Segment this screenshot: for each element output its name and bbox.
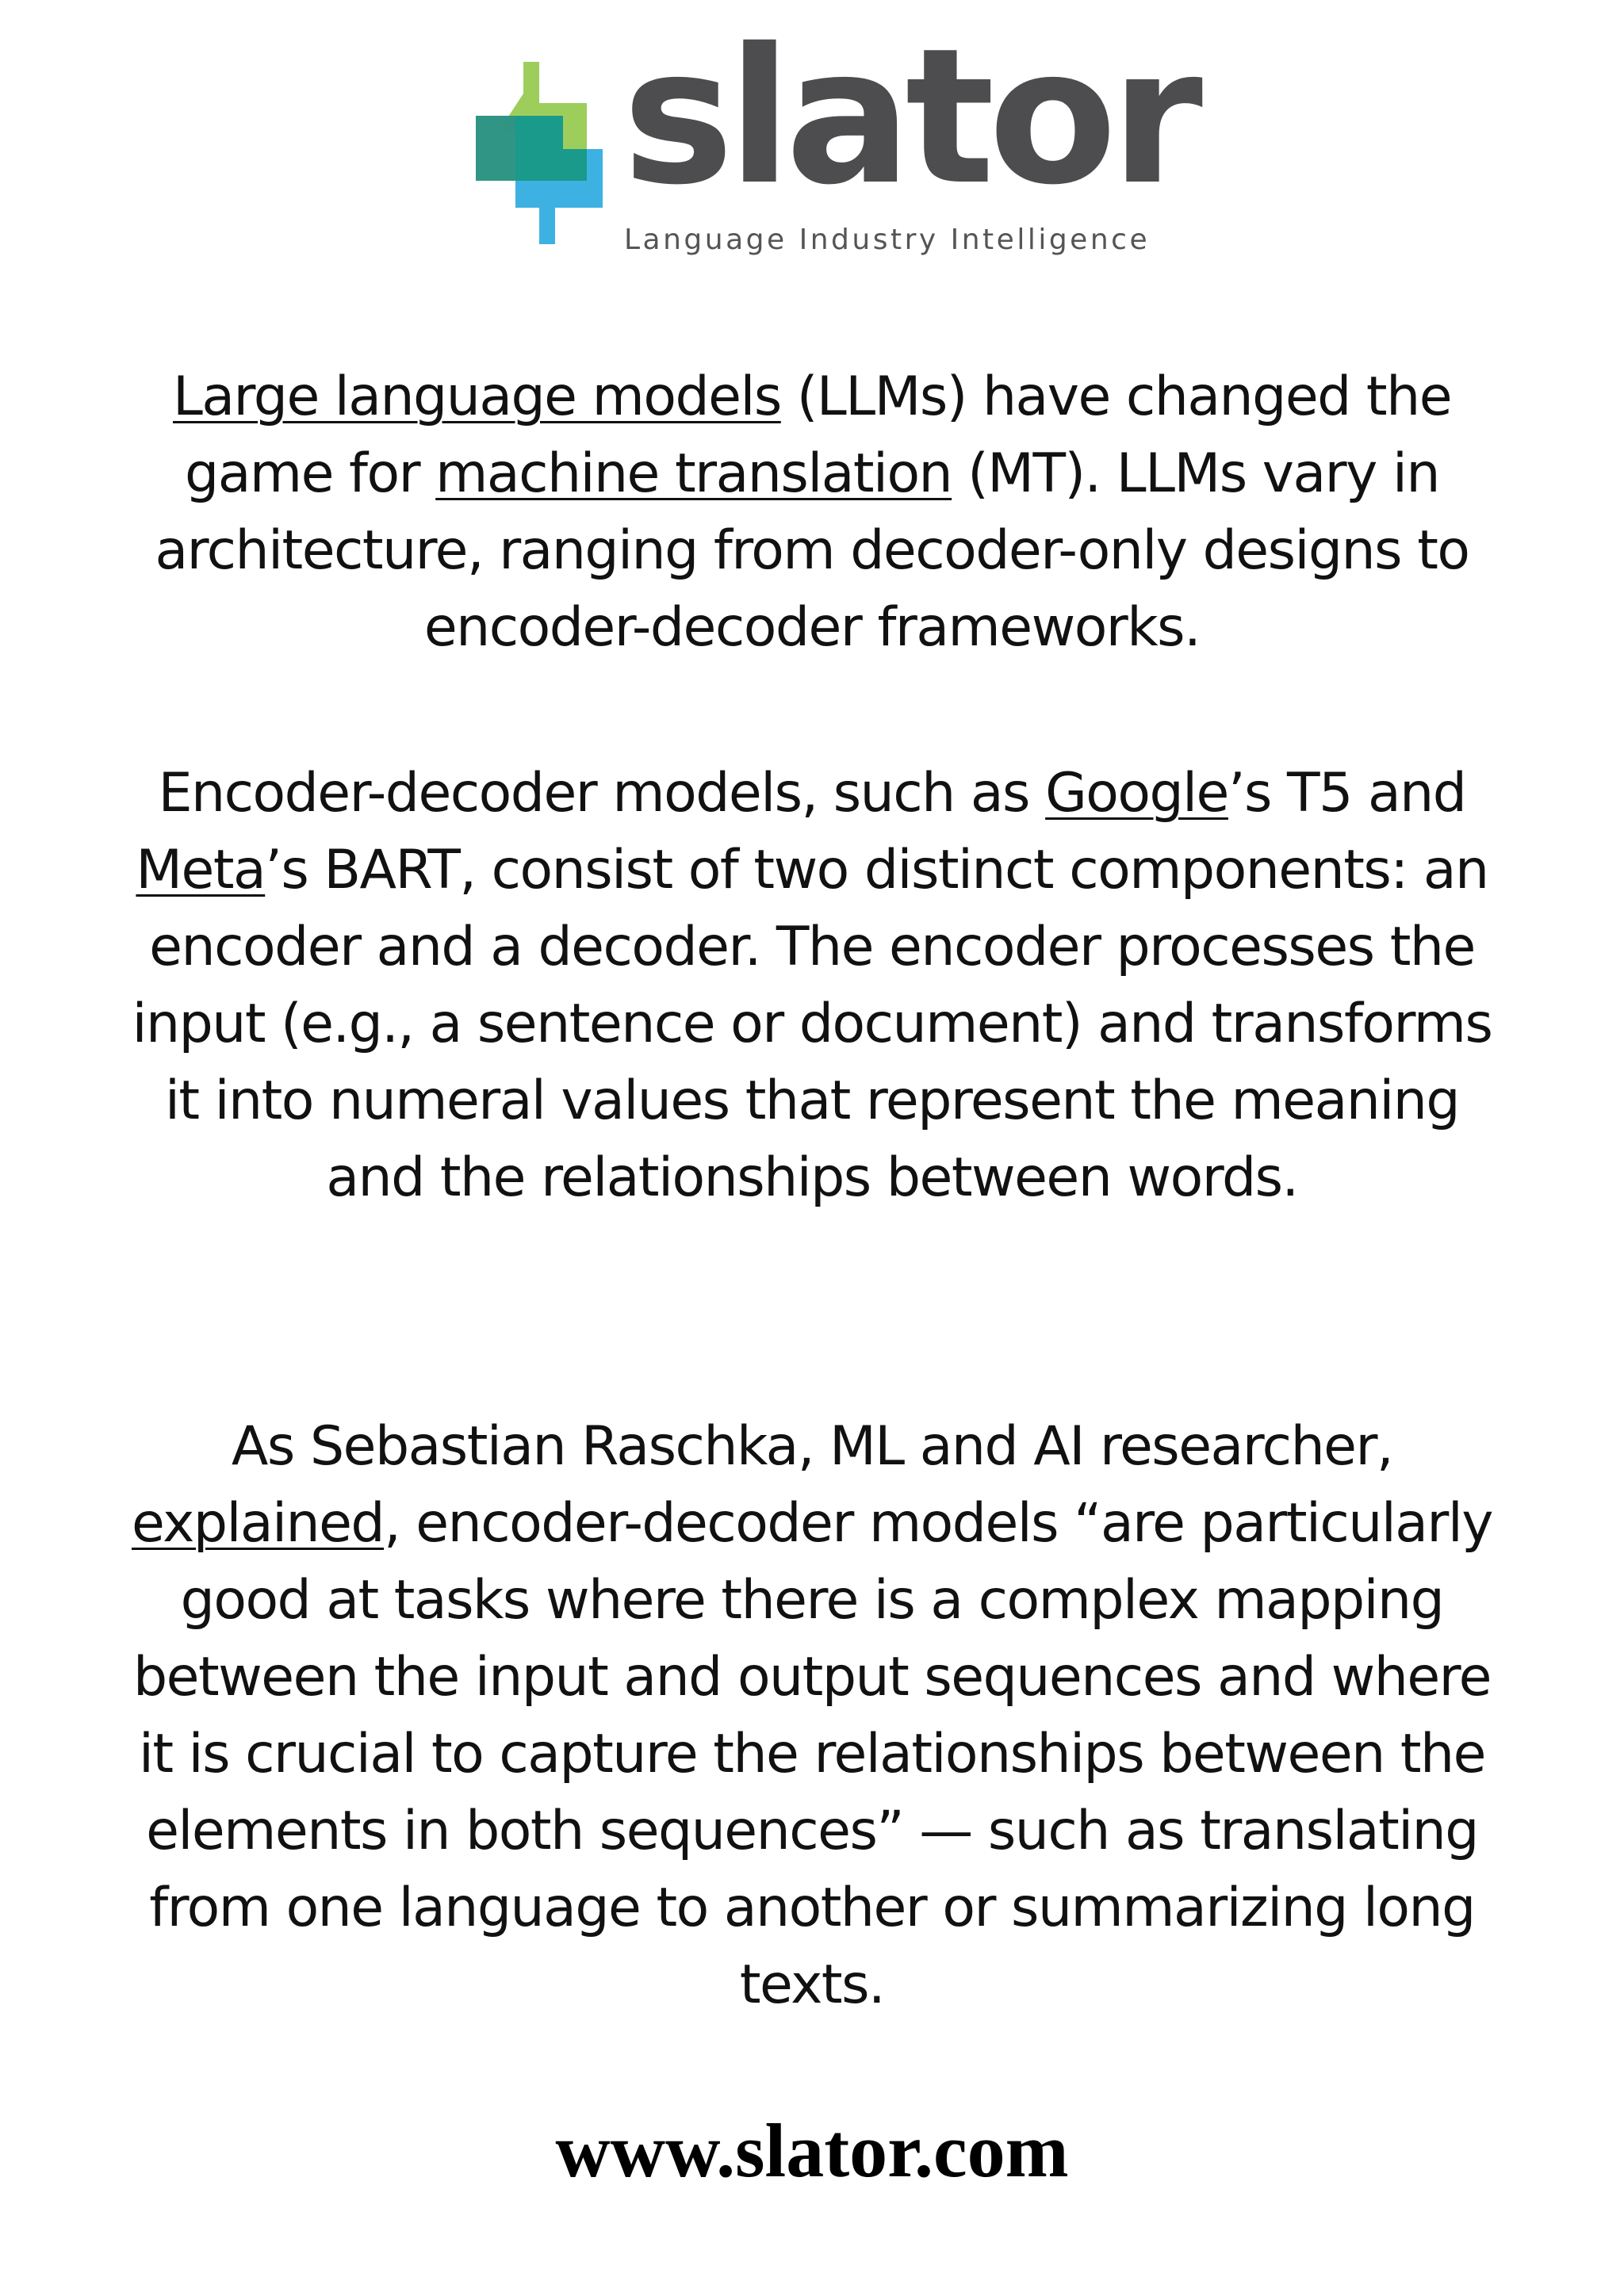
text-segment: ’s BART, consist of two distinct components: an encoder and a decoder. The encoder processes the input (e.g., a sentence or document) and transforms it into numeral values that represent the meaning and the relationships between words. bbox=[132, 839, 1492, 1209]
footer-url[interactable]: www.slator.com bbox=[555, 2108, 1069, 2193]
paragraph-encoder-decoder bbox=[119, 755, 1505, 1216]
text-segment: (MT). LLMs vary in architecture, ranging from decoder-only designs to encoder-decoder frameworks. bbox=[155, 442, 1469, 659]
text-segment: ’s T5 and bbox=[1228, 762, 1466, 825]
paragraph-raschka-quote bbox=[119, 1408, 1505, 2023]
link-explained[interactable]: explained bbox=[131, 1492, 385, 1555]
link-machine-translation[interactable]: machine translation bbox=[435, 442, 952, 505]
text-segment: , encoder-decoder models “are particularly good at tasks where there is a complex mapping between the input and output sequences and where it is crucial to capture the relationships between the elements in both sequences” — such as translating from one language to another or summarizing long texts. bbox=[133, 1492, 1493, 2016]
paragraph-llms-intro bbox=[119, 358, 1505, 666]
link-google[interactable]: Google bbox=[1045, 762, 1228, 825]
slator-logo-mark-icon bbox=[468, 62, 611, 244]
text-segment: Encoder-decoder models, such as bbox=[158, 762, 1046, 825]
link-large-language-models[interactable]: Large language models bbox=[172, 365, 781, 428]
logo-wordmark: slator bbox=[622, 8, 1197, 226]
link-meta[interactable]: Meta bbox=[136, 839, 266, 901]
slator-logo bbox=[468, 8, 1197, 268]
text-segment: (LLMs) have changed the game for bbox=[185, 365, 1452, 505]
text-segment: As Sebastian Raschka, ML and AI researcher, bbox=[231, 1415, 1393, 1478]
logo-tagline: Language Industry Intelligence bbox=[624, 224, 1151, 256]
